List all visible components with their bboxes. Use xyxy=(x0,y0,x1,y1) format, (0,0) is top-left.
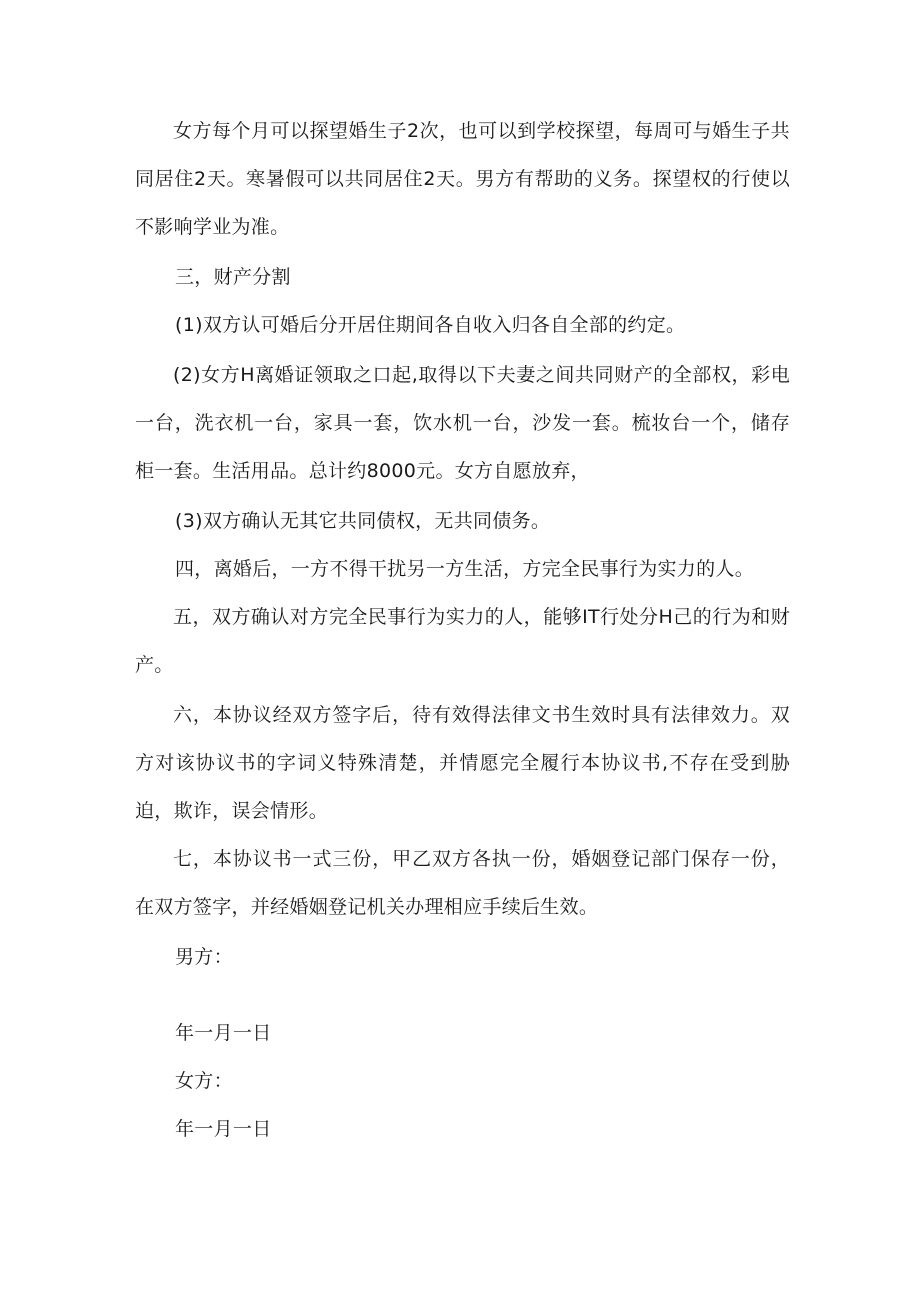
male-signature-date: 年一月一日 xyxy=(175,1022,272,1044)
paragraph-section-7: 七，本协议书一式三份，甲乙双方各执一份，婚姻登记部门保存一份，在双方签字，并经婚姻登记机关办理相应手续后生效。 xyxy=(135,848,790,918)
paragraph-section-5: 五，双方确认对方完全民事行为实力的人，能够IT行处分H己的行为和财产。 xyxy=(135,606,790,676)
paragraph-section-4: 四，离婚后，一方不得干扰另一方生活，方完全民事行为实力的人。 xyxy=(175,558,755,580)
paragraph-clause-2: (2)女方H离婚证领取之口起,取得以下夫妻之间共同财产的全部权，彩电一台，洗衣机一台，家具一套，饮水机一台，沙发一套。梳妆台一个，储存柜一套。生活用品。总计约8000元。女方自愿放弃， xyxy=(135,364,790,482)
male-signature-label: 男方： xyxy=(175,946,233,968)
paragraph-section-6: 六，本协议经双方签字后，待有效得法律文书生效时具有法律效力。双方对该协议书的字词义特殊清楚，并情愿完全履行本协议书,不存在受到胁迫，欺诈，误会情形。 xyxy=(135,704,790,822)
female-signature-date: 年一月一日 xyxy=(175,1118,272,1140)
female-signature-label: 女方： xyxy=(175,1070,233,1092)
paragraph-clause-3: (3)双方确认无其它共同债权，无共同债务。 xyxy=(175,510,551,532)
paragraph-clause-1: (1)双方认可婚后分开居住期间各自收入归各自全部的约定。 xyxy=(175,314,686,336)
section-heading-property: 三，财产分割 xyxy=(175,266,291,288)
paragraph-visitation: 女方每个月可以探望婚生子2次，也可以到学校探望，每周可与婚生子共同居住2天。寒暑假可以共同居住2天。男方有帮助的义务。探望权的行使以不影响学业为准。 xyxy=(135,120,790,238)
